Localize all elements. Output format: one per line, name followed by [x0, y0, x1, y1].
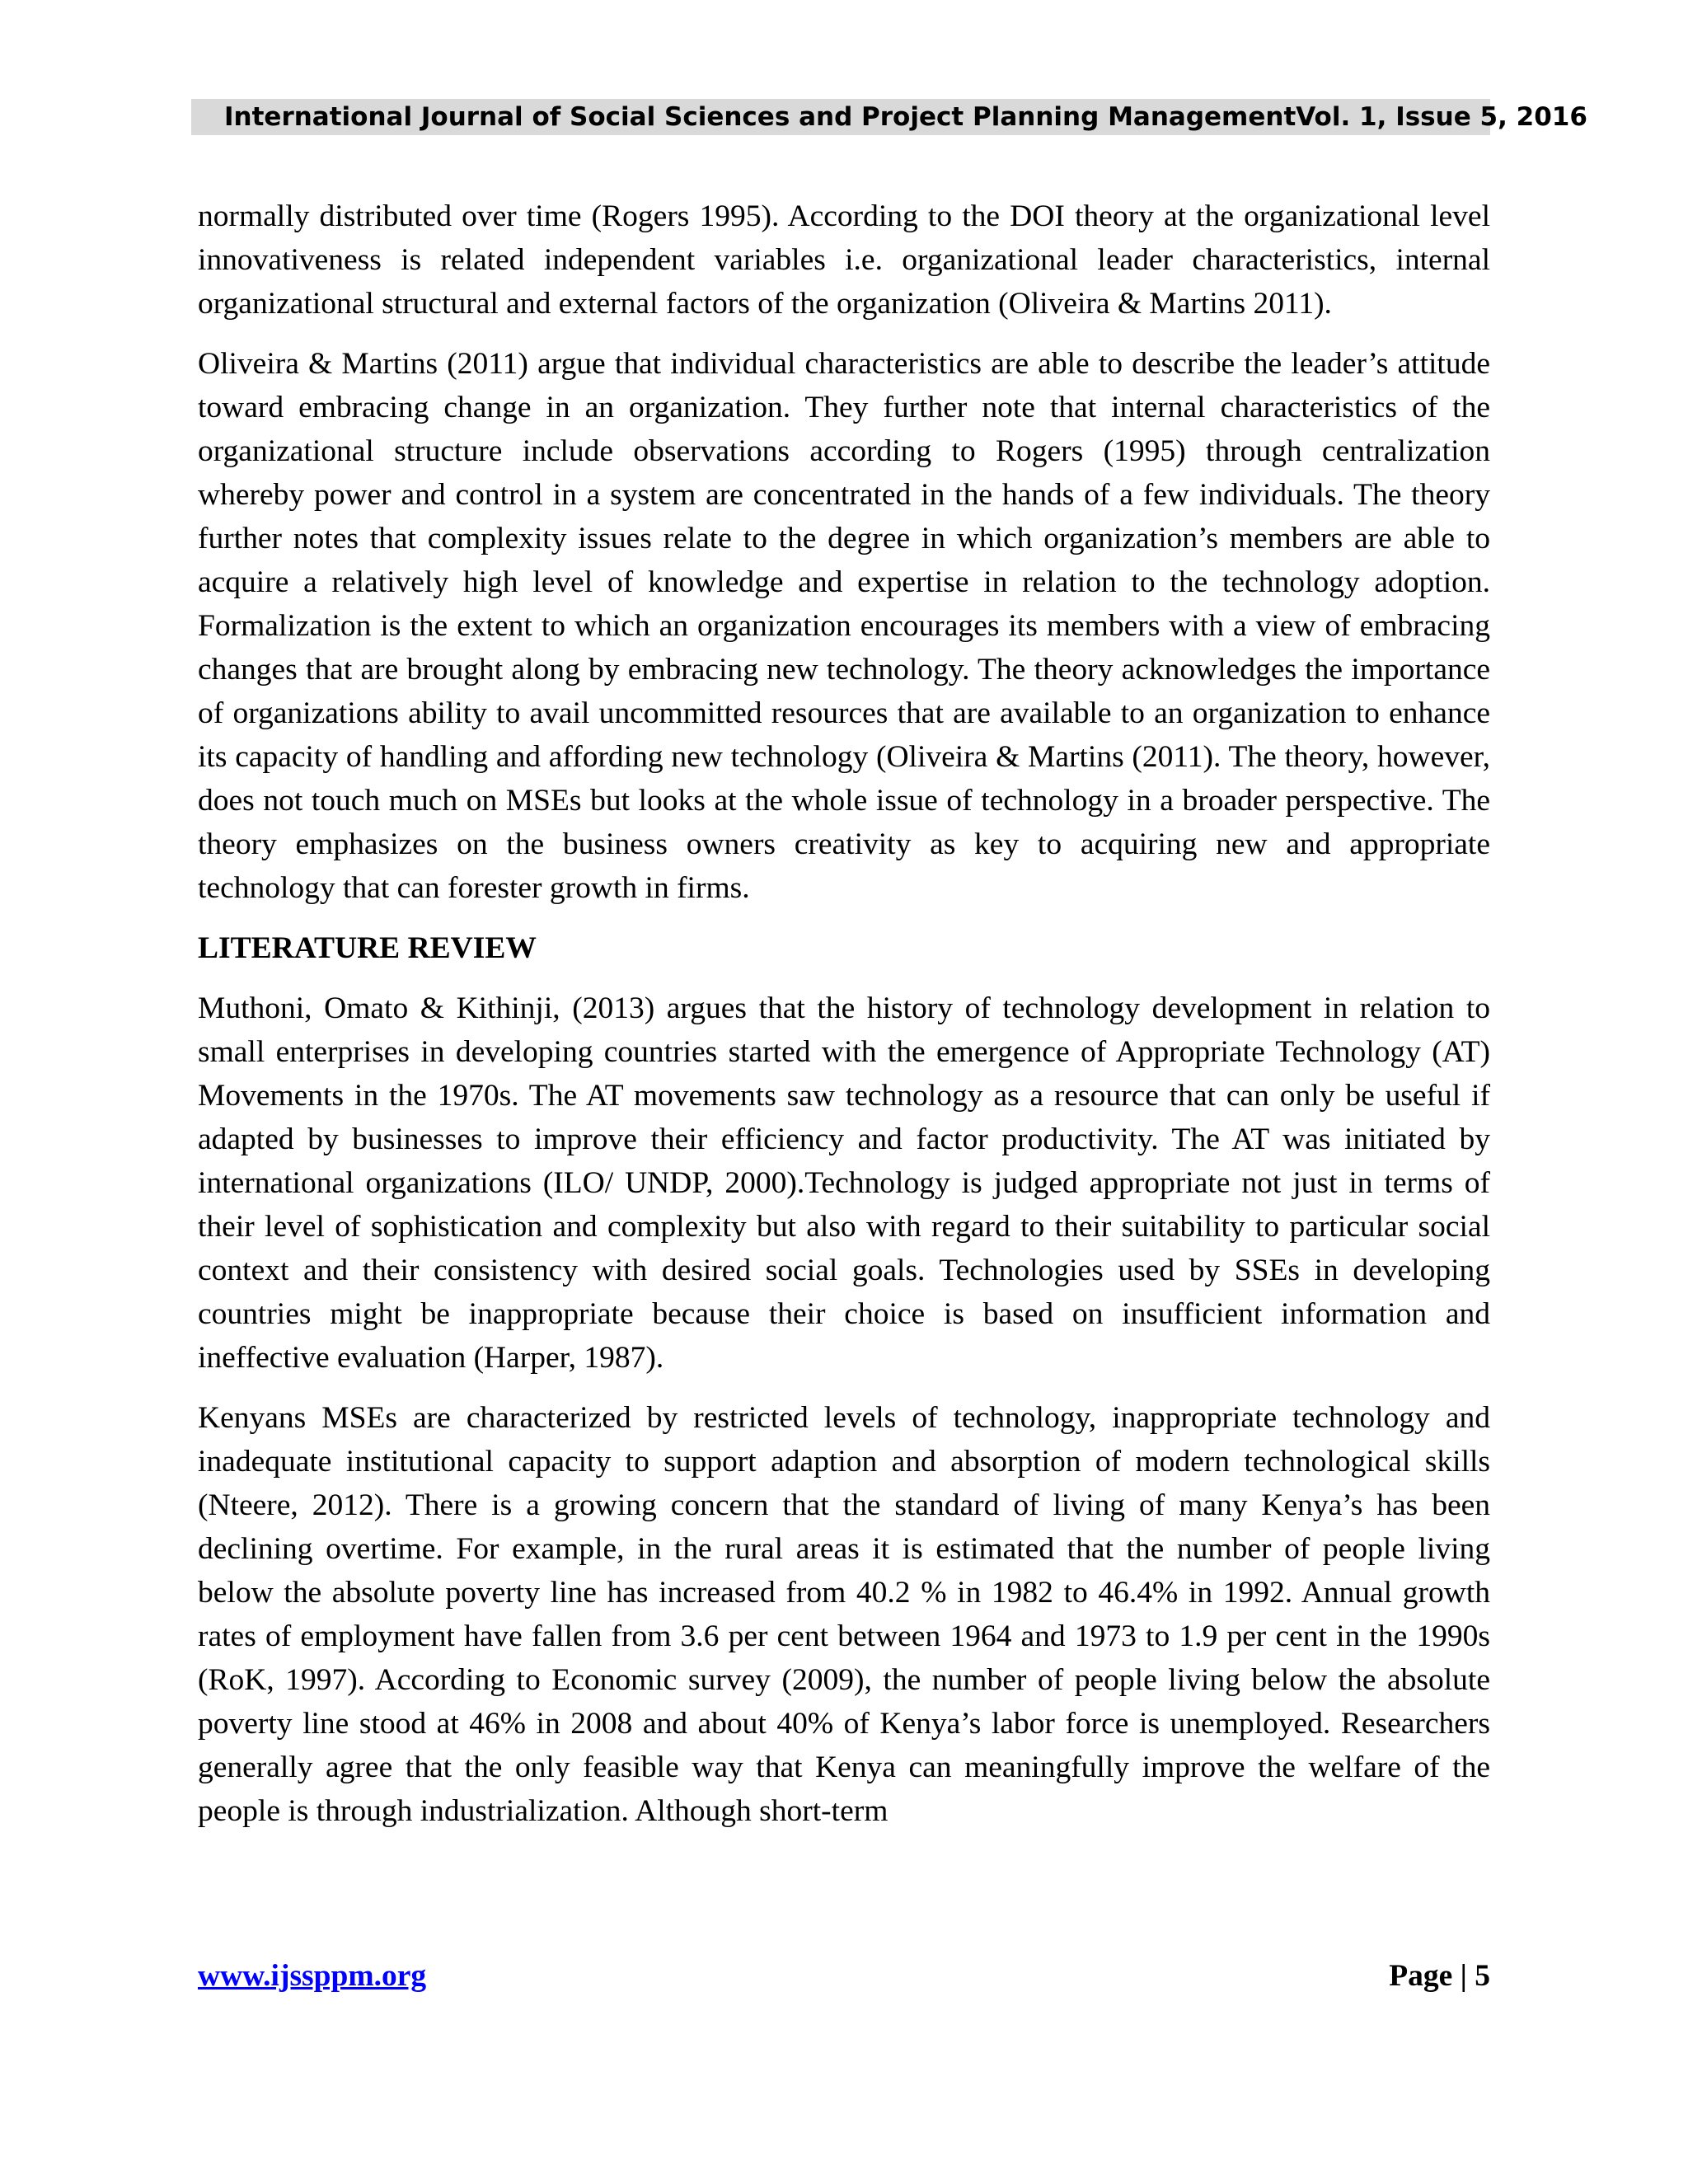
article-body — [198, 194, 1490, 1849]
body-paragraph: normally distributed over time (Rogers 1995). According to the DOI theory at the organizational level innovativeness is related independent variables i.e. organizational leader characteristics, internal organizational structural and external factors of the organization (Oliveira & Martins 2011). — [198, 199, 1490, 321]
page-footer — [198, 1958, 1490, 1994]
body-paragraph: Oliveira & Martins (2011) argue that individual characteristics are able to describe the leader’s attitude toward embracing change in an organization. They further note that internal characteristics of the organizational structure include observations according to Rogers (1995) through centralization whereby power and control in a system are concentrated in the hands of a few individuals. The theory further notes that complexity issues relate to the degree in which organization’s members are able to acquire a relatively high level of knowledge and expertise in relation to the technology adoption. Formalization is the extent to which an organization encourages its members with a view of embracing changes that are brought along by embracing new technology. The theory acknowledges the importance of organizations ability to avail uncommitted resources that are available to an organization to enhance its capacity of handling and affording new technology (Oliveira & Martins (2011). The theory, however, does not touch much on MSEs but looks at the whole issue of technology in a broader perspective. The theory emphasizes on the business owners creativity as key to acquiring new and appropriate technology that can forester growth in firms. — [198, 347, 1490, 905]
body-paragraph: Kenyans MSEs are characterized by restricted levels of technology, inappropriate technology and inadequate institutional capacity to support adaption and absorption of modern technological skills (Nteere, 2012). There is a growing concern that the standard of living of many Kenya’s has been declining overtime. For example, in the rural areas it is estimated that the number of people living below the absolute poverty line has increased from 40.2 % in 1982 to 46.4% in 1992. Annual growth rates of employment have fallen from 3.6 per cent between 1964 and 1973 to 1.9 per cent in the 1990s (RoK, 1997). According to Economic survey (2009), the number of people living below the absolute poverty line stood at 46% in 2008 and about 40% of Kenya’s labor force is unemployed. Researchers generally agree that the only feasible way that Kenya can meaningfully improve the welfare of the people is through industrialization. Although short-term — [198, 1401, 1490, 1828]
page-number: Page | 5 — [1389, 1959, 1490, 1993]
running-header — [191, 99, 1587, 135]
section-heading: LITERATURE REVIEW — [198, 931, 537, 965]
website-link[interactable]: www.ijssppm.org — [198, 1959, 427, 1993]
journal-title: International Journal of Social Sciences and Project Planning Management — [224, 102, 1296, 132]
issue-info: Vol. 1, Issue 5, 2016 — [1296, 102, 1587, 132]
body-paragraph: Muthoni, Omato & Kithinji, (2013) argues that the history of technology development in relation to small enterprises in developing countries started with the emergence of Appropriate Technology (AT) Movements in the 1970s. The AT movements saw technology as a resource that can only be useful if adapted by businesses to improve their efficiency and factor productivity. The AT was initiated by international organizations (ILO/ UNDP, 2000).Technology is judged appropriate not just in terms of their level of sophistication and complexity but also with regard to their suitability to particular social context and their consistency with desired social goals. Technologies used by SSEs in developing countries might be inappropriate because their choice is based on insufficient information and ineffective evaluation (Harper, 1987). — [198, 991, 1490, 1375]
